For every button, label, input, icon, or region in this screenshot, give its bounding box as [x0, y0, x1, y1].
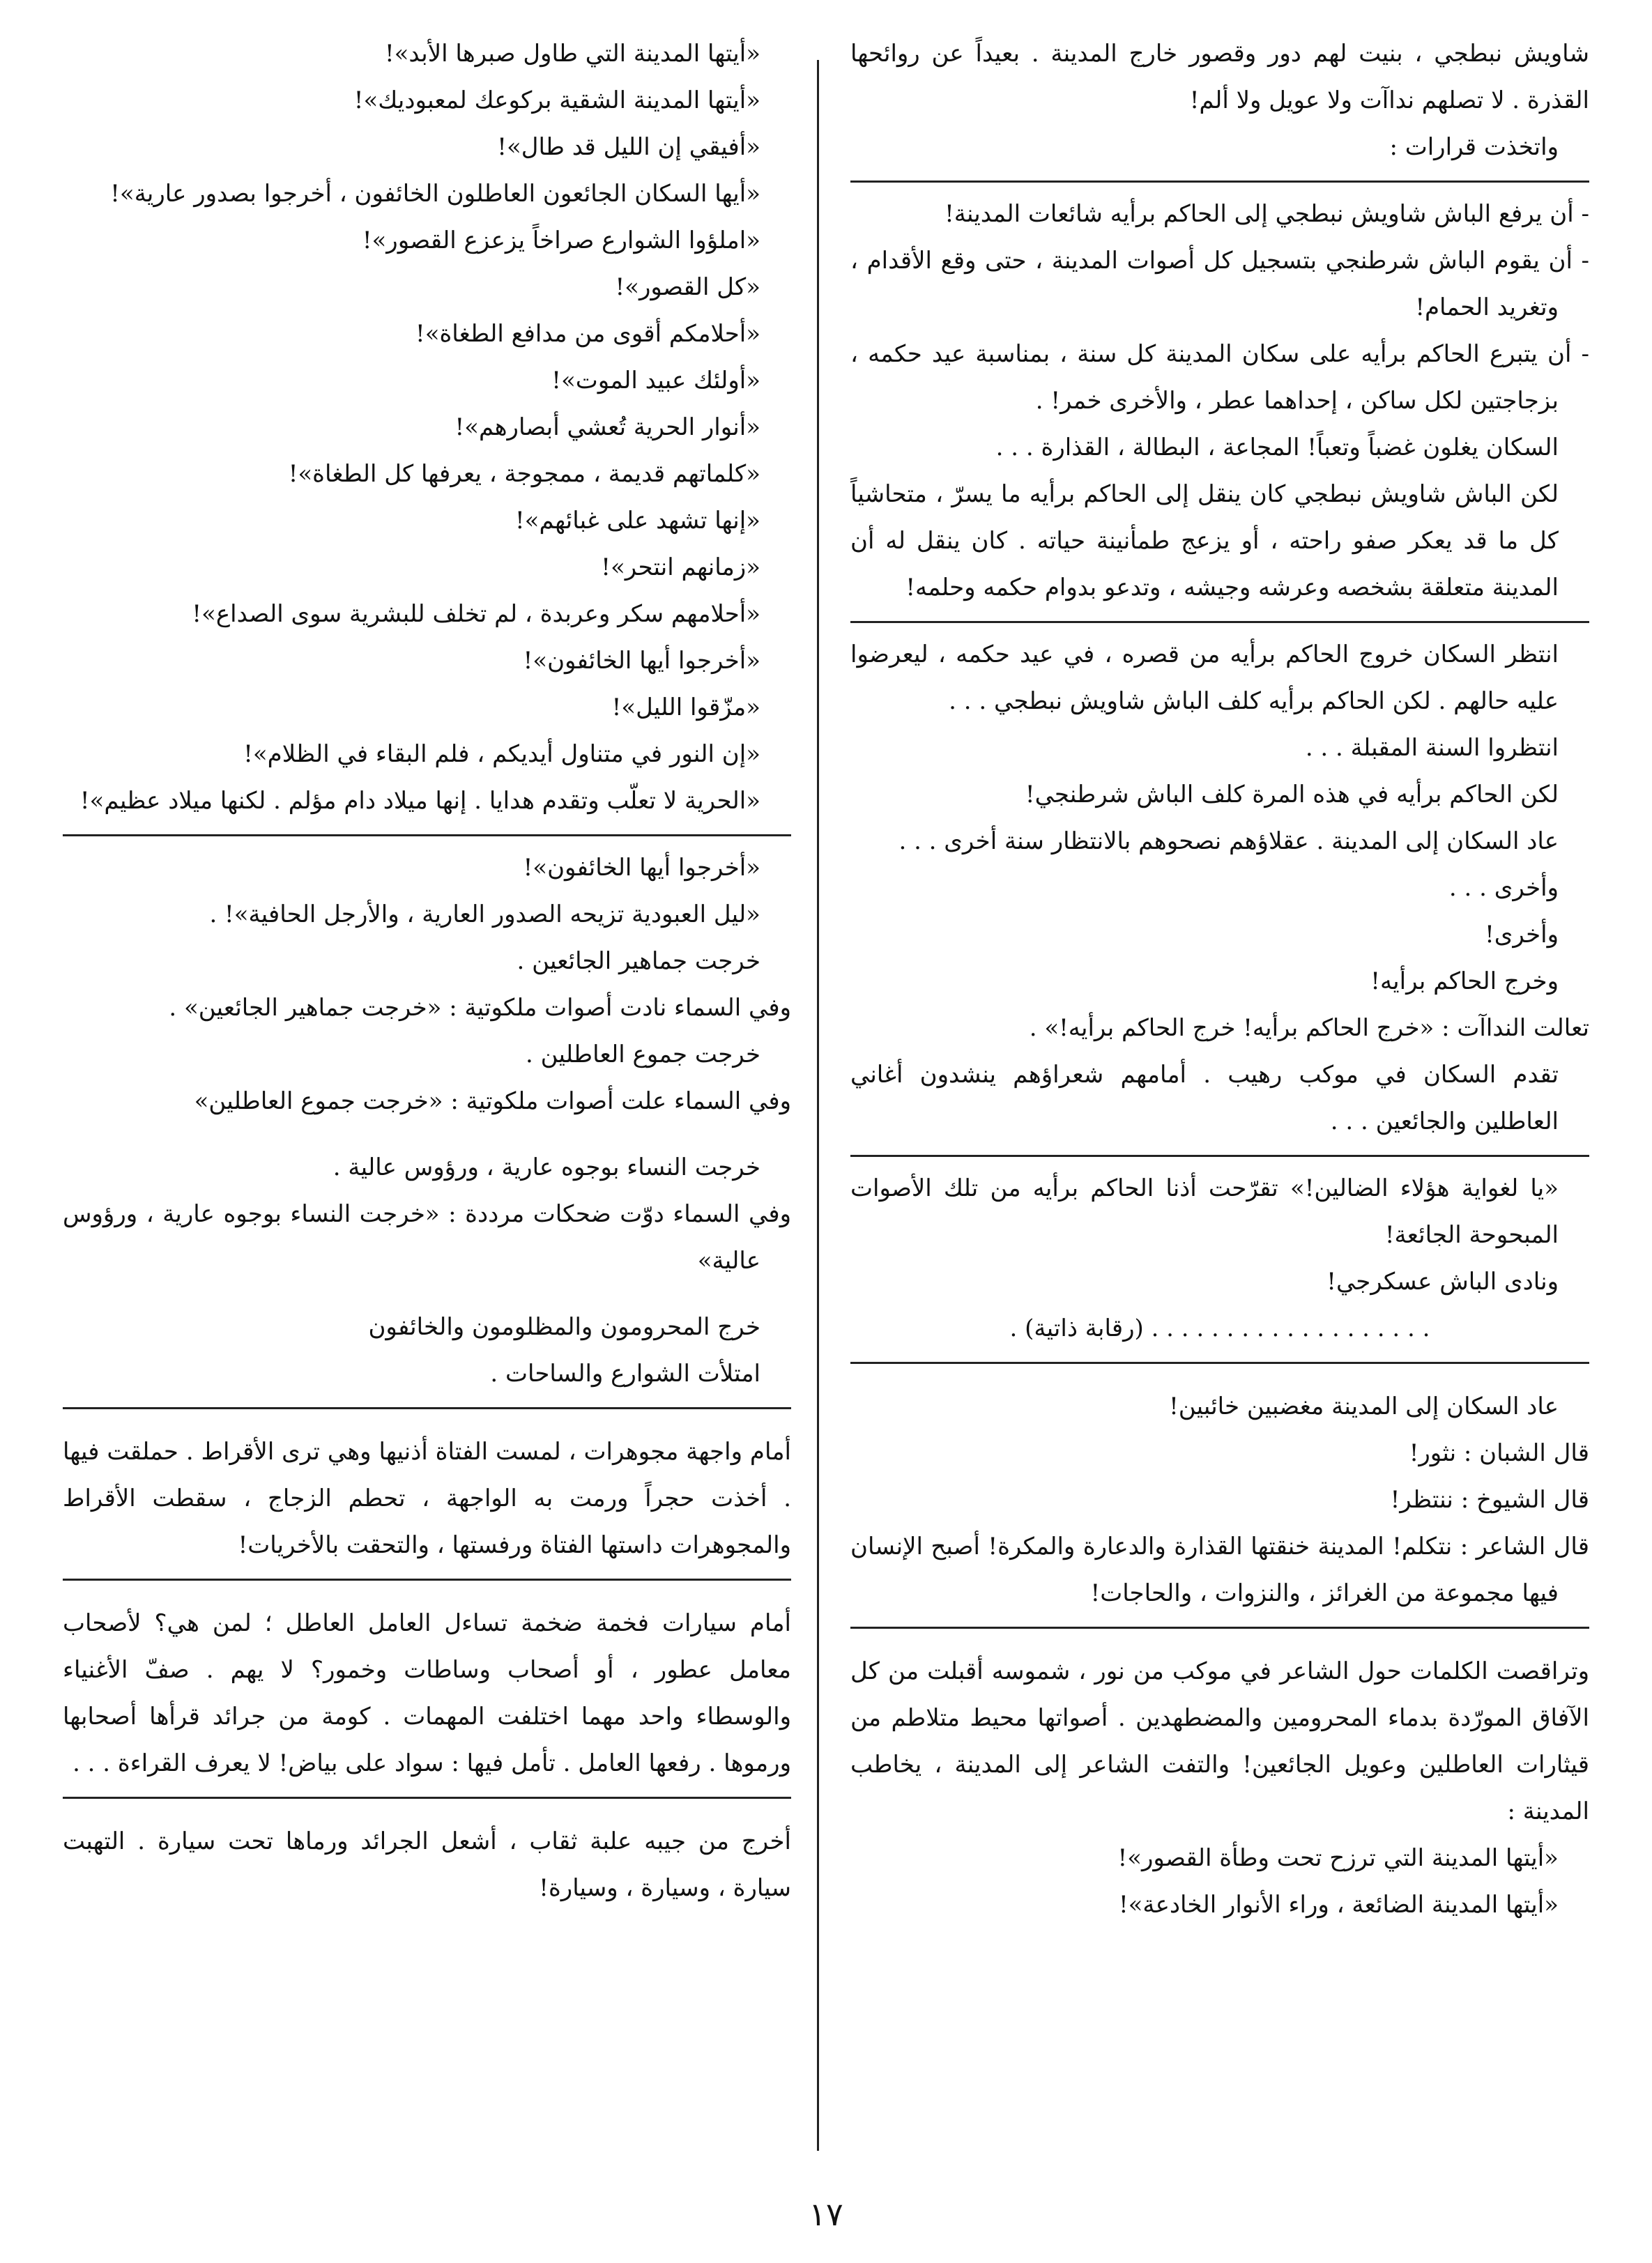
paragraph: شاويش نبطجي ، بنيت لهم دور وقصور خارج المدينة . بعيداً عن روائحها القذرة . لا تصلهم نداآت ولا عويل ولا ألم!: [850, 40, 1589, 114]
paragraph: قال الشيوخ : ننتظر!: [1390, 1486, 1589, 1514]
paragraph: وفي السماء دوّت ضحكات مرددة : «خرجت النساء بوجوه عارية ، ورؤوس عالية»: [63, 1200, 791, 1275]
paragraph: تعالت النداآت : «خرج الحاكم برأيه! خرج الحاكم برأيه!» .: [1029, 1014, 1589, 1042]
left-text-column: [63, 31, 791, 1912]
paragraph: . . . . . . . . . . . . . . . . . . . (رقابة ذاتية) .: [1009, 1314, 1430, 1342]
paragraph: وتراقصت الكلمات حول الشاعر في موكب من نور ، شموسه أقبلت من كل الآفاق المورّدة بدماء المحرومين والمضطهدين . أصواتها محيط متلاطم من قيثارات العاطلين وعويل الجائعين! والتفت الشاعر إلى المدينة ، يخاطب المدينة :: [850, 1657, 1589, 1825]
paragraph: واتخذت قرارات :: [1389, 133, 1559, 161]
paragraph: - أن يرفع الباش شاويش نبطجي إلى الحاكم برأيه شائعات المدينة!: [944, 200, 1589, 228]
paragraph: تقدم السكان في موكب رهيب . أمامهم شعراؤهم ينشدون أغاني العاطلين والجائعين . . .: [850, 1061, 1559, 1135]
paragraph: «أحلامكم أقوى من مدافع الطغاة»!: [415, 320, 760, 348]
paragraph: لكن الحاكم برأيه في هذه المرة كلف الباش شرطنجي!: [1025, 781, 1559, 808]
paragraph: انتظر السكان خروج الحاكم برأيه من قصره ، في عيد حكمه ، ليعرضوا عليه حالهم . لكن الحاكم برأيه كلف الباش شاويش نبطجي . . .: [850, 640, 1559, 715]
paragraph: وأخرى . . .: [1448, 874, 1559, 902]
paragraph: «زمانهم انتحر»!: [601, 553, 760, 581]
paragraph: - أن يتبرع الحاكم برأيه على سكان المدينة كل سنة ، بمناسبة عيد حكمه ، بزجاجتين لكل ساكن ، إحداهما عطر ، والأخرى خمر! .: [850, 340, 1589, 415]
paragraph: عاد السكان إلى المدينة . عقلاؤهم نصحوهم بالانتظار سنة أخرى . . .: [898, 827, 1559, 855]
page-number: ١٧: [809, 2195, 843, 2233]
paragraph: وخرج الحاكم برأيه!: [1370, 967, 1559, 995]
paragraph: وفي السماء نادت أصوات ملكوتية : «خرجت جماهير الجائعين» .: [169, 994, 791, 1022]
paragraph: انتظروا السنة المقبلة . . .: [1305, 734, 1559, 762]
paragraph: خرجت جموع العاطلين .: [526, 1041, 760, 1068]
paragraph: وفي السماء علت أصوات ملكوتية : «خرجت جموع العاطلين»: [194, 1087, 791, 1115]
paragraph: خرج المحرومون والمظلومون والخائفون: [368, 1313, 760, 1341]
paragraph: «أحلامهم سكر وعربدة ، لم تخلف للبشرية سوى الصداع»!: [192, 600, 760, 628]
paragraph: «أيتها المدينة التي طاول صبرها الأبد»!: [384, 40, 760, 68]
paragraph: «الحرية لا تعلّب وتقدم هدايا . إنها ميلاد دام مؤلم . لكنها ميلاد عظيم»!: [79, 787, 760, 815]
paragraph: «أيتها المدينة التي ترزح تحت وطأة القصور»!: [1117, 1844, 1559, 1872]
column-divider: [817, 60, 819, 2151]
section-rule: [850, 1155, 1589, 1157]
paragraph: «يا لغواية هؤلاء الضالين!» تقرّحت أذنا الحاكم برأيه من تلك الأصوات المبحوحة الجائعة!: [850, 1174, 1559, 1249]
section-rule: [850, 1627, 1589, 1629]
paragraph: «كلماتهم قديمة ، ممجوجة ، يعرفها كل الطغاة»!: [288, 460, 760, 488]
paragraph: أخرج من جيبه علبة ثقاب ، أشعل الجرائد ورماها تحت سيارة . التهبت سيارة ، وسيارة ، وسيارة!: [63, 1827, 791, 1902]
paragraph: - أن يقوم الباش شرطنجي بتسجيل كل أصوات المدينة ، حتى وقع الأقدام ، وتغريد الحمام!: [850, 247, 1589, 321]
section-rule: [63, 1579, 791, 1581]
paragraph: «أخرجوا أيها الخائفون»!: [523, 854, 760, 882]
section-rule: [63, 1407, 791, 1409]
section-rule: [850, 621, 1589, 623]
paragraph: أمام واجهة مجوهرات ، لمست الفتاة أذنيها وهي ترى الأقراط . حملقت فيها . أخذت حجراً ورمت به الواجهة ، تحطم الزجاج ، سقطت الأقراط والمجوهرات داستها الفتاة ورفستها ، والتحقت بالأخريات!: [63, 1438, 791, 1559]
paragraph: قال الشاعر : نتكلم! المدينة خنقتها القذارة والدعارة والمكرة! أصبح الإنسان فيها مجموعة من الغرائز ، والنزوات ، والحاجات!: [850, 1533, 1589, 1607]
paragraph: «أيها السكان الجائعون العاطلون الخائفون ، أخرجوا بصدور عارية»!: [110, 180, 760, 208]
paragraph: قال الشبان : نثور!: [1409, 1439, 1589, 1467]
paragraph: وأخرى!: [1485, 921, 1559, 949]
paragraph: «إن النور في متناول أيديكم ، فلم البقاء في الظلام»!: [243, 740, 760, 768]
paragraph: «ليل العبودية تزيحه الصدور العارية ، والأرجل الحافية»! .: [209, 900, 760, 928]
paragraph: «مزّقوا الليل»!: [611, 693, 760, 721]
paragraph: «أولئك عبيد الموت»!: [551, 367, 760, 394]
paragraph: ونادى الباش عسكرجي!: [1326, 1268, 1559, 1296]
paragraph: «أنوار الحرية تُعشي أبصارهم»!: [454, 413, 760, 441]
paragraph: عاد السكان إلى المدينة مغضبين خائبين!: [1169, 1393, 1559, 1420]
paragraph: امتلأت الشوارع والساحات .: [490, 1360, 760, 1388]
section-rule: [63, 834, 791, 836]
paragraph: «أيتها المدينة الضائعة ، وراء الأنوار الخادعة»!: [1118, 1891, 1559, 1919]
paragraph: لكن الباش شاويش نبطجي كان ينقل إلى الحاكم برأيه ما يسرّ ، متحاشياً كل ما قد يعكر صفو راحته ، أو يزعج طمأنينة حياته . كان ينقل له أن المدينة متعلقة بشخصه وعرشه وجيشه ، وتدعو بدوام حكمه وحلمه!: [850, 480, 1559, 601]
paragraph: أمام سيارات فخمة ضخمة تساءل العامل العاطل ؛ لمن هي؟ لأصحاب معامل عطور ، أو أصحاب وساطات وخمور؟ لا يهم . صفّ الأغنياء والوسطاء واحد مهما اختلفت المهمات . كومة من جرائد قرأها أصحابها ورموها . رفعها العامل . تأمل فيها : سواد على بياض! لا يعرف القراءة . . .: [63, 1609, 791, 1777]
section-rule: [850, 181, 1589, 183]
paragraph: السكان يغلون غضباً وتعباً! المجاعة ، البطالة ، القذارة . . .: [995, 434, 1559, 461]
paragraph: «أيتها المدينة الشقية بركوعك لمعبوديك»!: [353, 86, 760, 114]
paragraph: «أفيقي إن الليل قد طال»!: [497, 133, 760, 161]
paragraph: «كل القصور»!: [615, 273, 760, 301]
right-text-column: [850, 31, 1589, 1928]
paragraph: خرجت جماهير الجائعين .: [517, 947, 760, 975]
paragraph: خرجت النساء بوجوه عارية ، ورؤوس عالية .: [332, 1153, 760, 1181]
paragraph: «املؤوا الشوارع صراخاً يزعزع القصور»!: [362, 227, 760, 254]
section-rule: [63, 1797, 791, 1799]
section-rule: [850, 1362, 1589, 1364]
paragraph: «أخرجوا أيها الخائفون»!: [523, 647, 760, 675]
paragraph: «إنها تشهد على غبائهم»!: [515, 507, 760, 535]
